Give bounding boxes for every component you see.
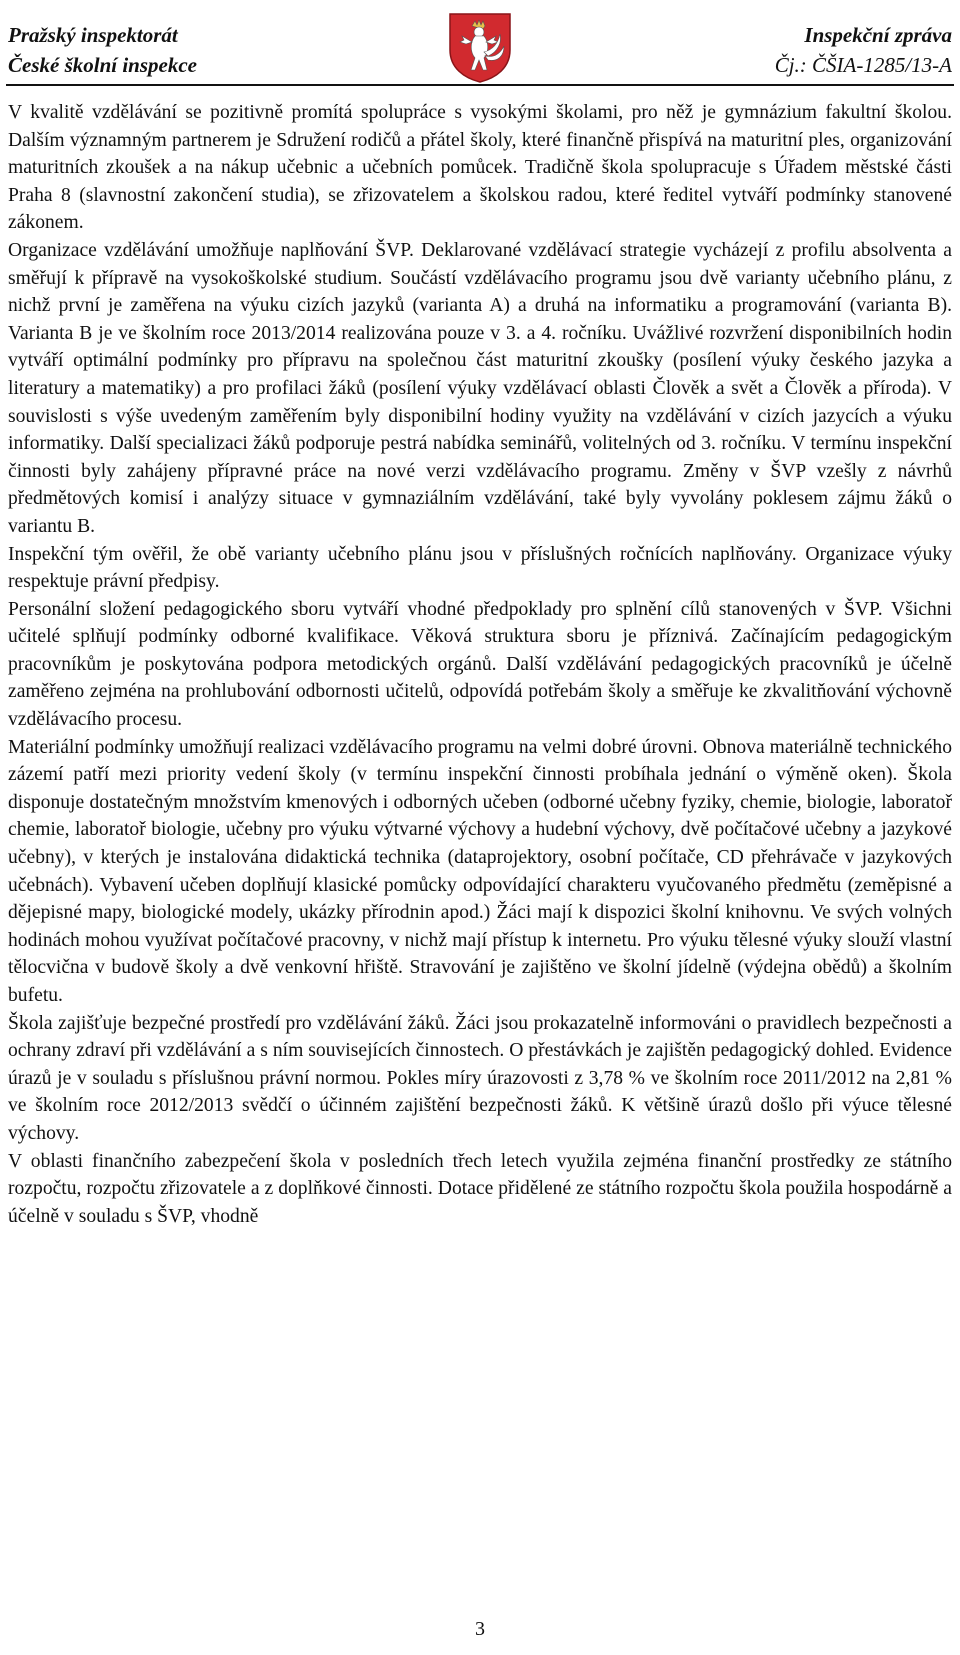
page-header [0,12,960,82]
paragraph-material-conditions: Materiální podmínky umožňují realizaci vzdělávacího programu na velmi dobré úrovni. Obnova materiálně technického zázemí patří mezi priority vedení školy (v termínu inspekční činnosti probíhala jednání o výměně oken). Škola disponuje dostatečným množstvím kmenových i odborných učeben (odborné učebny fyziky, chemie, biologie, laboratoř chemie, laboratoř biologie, učebny pro výuku výtvarné výchovy a hudební výchovy, dvě počítačové učebny a jazykové učebny), v kterých je instalována didaktická technika (dataprojektory, osobní počítače, CD přehrávače v jazykových učebnách). Vybavení učeben doplňují klasické pomůcky odpovídající charakteru vyučovaného předmětu (zeměpisné a dějepisné mapy, biologické modely, ukázky přírodnin apod.) Žáci mají k dispozici školní knihovnu. Ve svých volných hodinách mohou využívat počítačové pracovny, v nichž mají přístup k internetu. Pro výuku tělesné výuky slouží vlastní tělocvična v budově školy a dvě venkovní hřiště. Stravování je zajištěno ve školní jídelně (výdejna obědů) a školním bufetu. [8,736,952,1006]
paragraph-staff: Personální složení pedagogického sboru vytváří vhodné předpoklady pro splnění cílů stanovených v ŠVP. Všichni učitelé splňují podmínky odborné kvalifikace. Věková struktura sboru je příznivá. Začínajícím pedagogickým pracovníkům je poskytována podpora metodických orgánů. Další vzdělávání pedagogických pracovníků je účelně zaměřeno zejména na prohlubování odbornosti učitelů, odpovídá potřebám školy a směřuje ke zkvalitňování výchovně vzdělávacího procesu. [8,598,952,731]
reference-number: Čj.: ČŠIA-1285/13-A [774,53,952,77]
issuer-block [8,20,197,80]
paragraph-organization: Organizace vzdělávání umožňuje naplňování ŠVP. Deklarované vzdělávací strategie vycházejí z profilu absolventa a směřují k přípravě na vysokoškolské studium. Součástí vzdělávacího programu jsou dvě varianty učebního plánu, z nichž první je zaměřena na výuku cizích jazyků (varianta A) a druhá na informatiku a programování (varianta B). Varianta B je ve školním roce 2013/2014 realizována pouze v 3. a 4. ročníku. Uvážlivé rozvržení disponibilních hodin vytváří optimální podmínky pro přípravu na společnou část maturitní zkoušky (posílení výuky českého jazyka a literatury a matematiky) a pro profilaci žáků (posílení výuky vzdělávací oblasti Člověk a svět a Člověk a příroda). V souvislosti s výše uvedeným zaměřením byly disponibilní hodiny využity na vzdělávání v cizích jazycích a výuku informatiky. Další specializaci žáků podporuje pestrá nabídka seminářů, volitelných od 3. ročníku. V termínu inspekční činnosti byly zahájeny přípravné práce na nové verzi vzdělávacího programu. Změny v ŠVP vzešly z návrhů předmětových komisí i analýzy situace v gymnaziálním vzdělávání, také byly vyvolány poklesem zájmu žáků o variantu B. [8,239,952,537]
paragraph-finance: V oblasti finančního zabezpečení škola v posledních třech letech využila zejména finanční prostředky ze státního rozpočtu, rozpočtu zřizovatele a z doplňkové činnosti. Dotace přidělené ze státního rozpočtu škola použila hospodárně a účelně v souladu s ŠVP, vhodně [8,1150,952,1227]
report-body [8,99,952,1230]
issuer-organization: České školní inspekce [8,53,197,77]
paragraph-verification: Inspekční tým ověřil, že obě varianty učebního plánu jsou v příslušných ročnících naplňovány. Organizace výuky respektuje právní předpisy. [8,543,952,593]
report-block [775,20,952,80]
paragraph-partners: V kvalitě vzdělávání se pozitivně promítá spolupráce s vysokými školami, pro něž je gymnázium fakultní školou. Dalším významným partnerem je Sdružení rodičů a přátel školy, které finančně přispívá na maturitní ples, organizování maturitních zkoušek a na nákup učebnic a učebních pomůcek. Tradičně škola spolupracuje s Úřadem městské části Praha 8 (slavnostní zakončení studia), se zřizovatelem a školskou radou, které ředitel vytváří podmínky stanovené zákonem. [8,102,952,234]
header-divider [6,84,954,86]
report-type: Inspekční zpráva [804,23,952,47]
page-number: 3 [475,1618,485,1640]
paragraph-safety: Škola zajišťuje bezpečné prostředí pro vzdělávání žáků. Žáci jsou prokazatelně informováni o pravidlech bezpečnosti a ochrany zdraví při vzdělávání a s ním souvisejících činnostech. O přestávkách je zajištěn pedagogický dohled. Evidence úrazů je v souladu s příslušnou právní normou. Pokles míry úrazovosti z 3,78 % ve školním roce 2011/2012 na 2,81 % ve školním roce 2012/2013 svědčí o účinném zajištění bezpečnosti žáků. K většině úrazů došlo při výuce tělesné výchovy. [8,1012,952,1144]
issuer-name: Pražský inspektorát [8,23,178,47]
czech-coat-of-arms-icon [448,12,512,84]
